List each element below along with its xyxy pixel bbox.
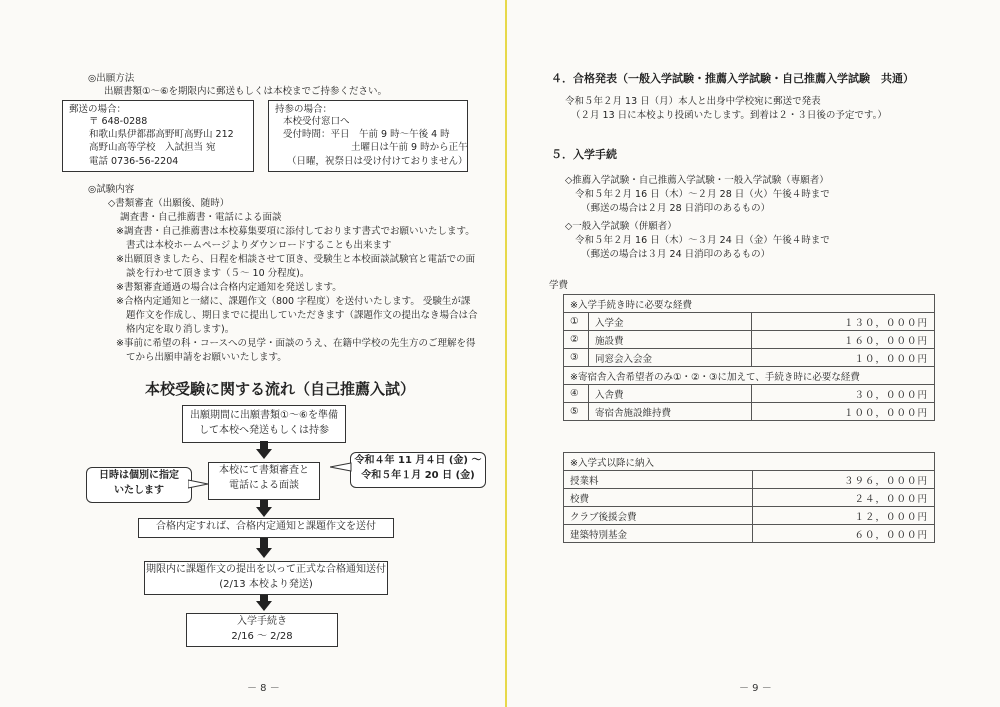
fees-table-enrollment <box>563 294 935 421</box>
fee-amount: １６０，０００円 <box>752 331 935 349</box>
fee-item: 寄宿舎施設維持費 <box>589 403 752 421</box>
fee-item: クラブ後援会費 <box>564 507 753 525</box>
flow-step-essay-line2: (2/13 本校より発送) <box>219 579 313 590</box>
exam-line: ※調査書・自己推薦書は本校募集要項に添付しております書式でお願いいたします。 <box>116 226 475 237</box>
table-head: ※入学手続き時に必要な経費 <box>564 295 935 313</box>
bring-hours1: 受付時間：平日 午前 9 時〜午後 4 時 <box>283 129 450 140</box>
fee-number: ② <box>564 331 589 349</box>
table-row <box>564 489 935 507</box>
flow-step-essay-line1: 期限内に課題作文の提出を以って正式な合格通知送付 <box>146 564 386 575</box>
table-head: ※入学式以降に納入 <box>564 453 935 471</box>
fee-item: 施設費 <box>589 331 752 349</box>
procedure2-date: 令和５年２月 16 日（木）〜３月 24 日（金）午後４時まで <box>575 235 830 246</box>
flow-step-notice: 合格内定すれば、合格内定通知と課題作文を送付 <box>138 518 394 538</box>
fee-item: 同窓会入会金 <box>589 349 752 367</box>
application-method-heading: ◎出願方法 <box>88 73 135 84</box>
flow-step-apply-line2: して本校へ発送もしくは持参 <box>199 425 329 436</box>
mail-to: 高野山高等学校 入試担当 宛 <box>89 142 216 153</box>
fee-number: ① <box>564 313 589 331</box>
mail-zip: 〒 648-0288 <box>89 116 148 127</box>
bring-label: 持参の場合： <box>275 104 333 115</box>
flow-arrow-stem <box>260 538 268 548</box>
flow-step-screening-line2: 電話による面談 <box>229 480 299 491</box>
fee-amount: １０，０００円 <box>752 349 935 367</box>
flow-step-apply <box>182 405 346 443</box>
callout-period-line1: 令和４年 11 月４日 (金) 〜 <box>354 455 482 466</box>
callout-schedule-note-line2: いたします <box>114 485 164 496</box>
flow-arrow-stem <box>260 500 268 507</box>
fee-number: ⑤ <box>564 403 589 421</box>
fee-number: ③ <box>564 349 589 367</box>
exam-line: ※事前に希望の科・コースへの見学・面談のうえ、在籍中学校の先生方のご理解を得 <box>116 338 476 349</box>
fee-item: 授業料 <box>564 471 753 489</box>
page-number: － 8 － <box>247 683 280 694</box>
bring-box <box>268 100 468 172</box>
section4-line2: （２月 13 日に本校より投函いたします。到着は２・３日後の予定です。） <box>571 110 887 121</box>
fee-amount: ３９６，０００円 <box>753 471 935 489</box>
bring-hours2: 土曜日は午前 9 時から正午 <box>351 142 468 153</box>
application-method-text: 出願書類①〜⑥を期限内に郵送もしくは本校までご持参ください。 <box>104 86 388 97</box>
bring-note: （日曜，祝祭日は受け付けておりません） <box>287 156 468 167</box>
exam-line: てから出願申請をお願いいたします。 <box>126 352 287 363</box>
flow-arrow-icon <box>256 601 272 611</box>
table-row <box>564 313 935 331</box>
bring-place: 本校受付窓口へ <box>283 116 350 127</box>
flow-step-essay <box>144 561 388 595</box>
procedure2-label: ◇一般入学試験（併願者） <box>565 221 677 232</box>
exam-line: ※書類審査通過の場合は合格内定通知を発送します。 <box>116 282 342 293</box>
callout-pointer-icon <box>330 461 352 473</box>
flow-step-apply-line1: 出願期間に出願書類①〜⑥を準備 <box>190 410 338 421</box>
procedure1-label: ◇推薦入学試験・自己推薦入学試験・一般入学試験（専願者） <box>565 175 829 186</box>
fee-amount: １００，０００円 <box>752 403 935 421</box>
exam-line: 調査書・自己推薦書・電話による面談 <box>120 212 282 223</box>
fee-item: 入学金 <box>589 313 752 331</box>
procedure1-note: （郵送の場合は２月 28 日消印のあるもの） <box>581 203 771 214</box>
flow-step-screening-line1: 本校にて書類審査と <box>219 465 309 476</box>
section5-title: ５．入学手続 <box>551 148 617 161</box>
table-row <box>564 385 935 403</box>
table-row <box>564 349 935 367</box>
table-row <box>564 471 935 489</box>
flow-arrow-icon <box>256 449 272 459</box>
flow-step-enroll-line1: 入学手続き <box>237 616 287 627</box>
exam-line: 談を行わせて頂きます（５〜 10 分程度)。 <box>126 268 310 279</box>
page-number: － 9 － <box>739 683 772 694</box>
fee-number: ④ <box>564 385 589 403</box>
fee-amount: １２，０００円 <box>753 507 935 525</box>
fee-amount: ６０，０００円 <box>753 525 935 543</box>
section4-line1: 令和５年２月 13 日（月）本人と出身中学校宛に郵送で発表 <box>565 96 821 107</box>
procedure1-date: 令和５年２月 16 日（木）〜２月 28 日（火）午後４時まで <box>575 189 830 200</box>
flow-step-enroll <box>186 613 338 647</box>
exam-line: 題作文を作成し、期日までに提出していただきます（課題作文の提出なき場合は合 <box>126 310 478 321</box>
flow-arrow-stem <box>260 441 268 449</box>
fee-amount: １３０，０００円 <box>752 313 935 331</box>
table-subhead: ※寄宿舎入舎希望者のみ①・②・③に加えて、手続き時に必要な経費 <box>564 367 935 385</box>
flow-arrow-icon <box>256 548 272 558</box>
fees-label: 学費 <box>549 280 569 291</box>
fees-table-after-ceremony <box>563 452 935 543</box>
mail-box <box>62 100 254 172</box>
flow-step-enroll-line2: 2/16 〜 2/28 <box>231 631 293 642</box>
table-row <box>564 367 935 385</box>
mail-address: 和歌山県伊都郡高野町高野山 212 <box>89 129 234 140</box>
fee-item: 入舎費 <box>589 385 752 403</box>
callout-period <box>350 452 486 488</box>
fee-amount: ３０，０００円 <box>752 385 935 403</box>
table-row <box>564 507 935 525</box>
exam-heading: ◎試験内容 <box>88 184 135 195</box>
exam-line: ※合格内定通知と一緒に、課題作文（800 字程度）を送付いたします。 受験生が課 <box>116 296 471 307</box>
mail-label: 郵送の場合： <box>69 104 127 115</box>
fee-item: 校費 <box>564 489 753 507</box>
table-row <box>564 331 935 349</box>
table-row <box>564 453 935 471</box>
callout-period-line2: 令和５年１月 20 日 (金) <box>361 470 475 481</box>
section4-title: ４．合格発表（一般入学試験・推薦入学試験・自己推薦入学試験 共通） <box>551 72 914 85</box>
mail-tel: 電話 0736-56-2204 <box>89 156 179 167</box>
table-row <box>564 403 935 421</box>
flow-step-screening <box>208 462 320 500</box>
right-page <box>507 0 1000 707</box>
fee-item: 建築特別基金 <box>564 525 753 543</box>
fee-amount: ２４，０００円 <box>753 489 935 507</box>
exam-line: ※出願頂きましたら、日程を相談させて頂き、受験生と本校面談試験官と電話での面 <box>116 254 476 265</box>
exam-line: 書式は本校ホームページよりダウンロードすることも出来ます <box>126 240 392 251</box>
flow-title: 本校受験に関する流れ（自己推薦入試） <box>145 380 416 398</box>
exam-line: 格内定を取り消します)。 <box>126 324 235 335</box>
flow-arrow-icon <box>256 507 272 517</box>
callout-pointer-icon <box>188 478 210 490</box>
table-row <box>564 525 935 543</box>
callout-schedule-note <box>86 467 192 503</box>
table-row <box>564 295 935 313</box>
exam-line: ◇書類審査（出願後、随時） <box>108 198 230 209</box>
procedure2-note: （郵送の場合は３月 24 日消印のあるもの） <box>581 249 771 260</box>
callout-schedule-note-line1: 日時は個別に指定 <box>99 470 179 481</box>
